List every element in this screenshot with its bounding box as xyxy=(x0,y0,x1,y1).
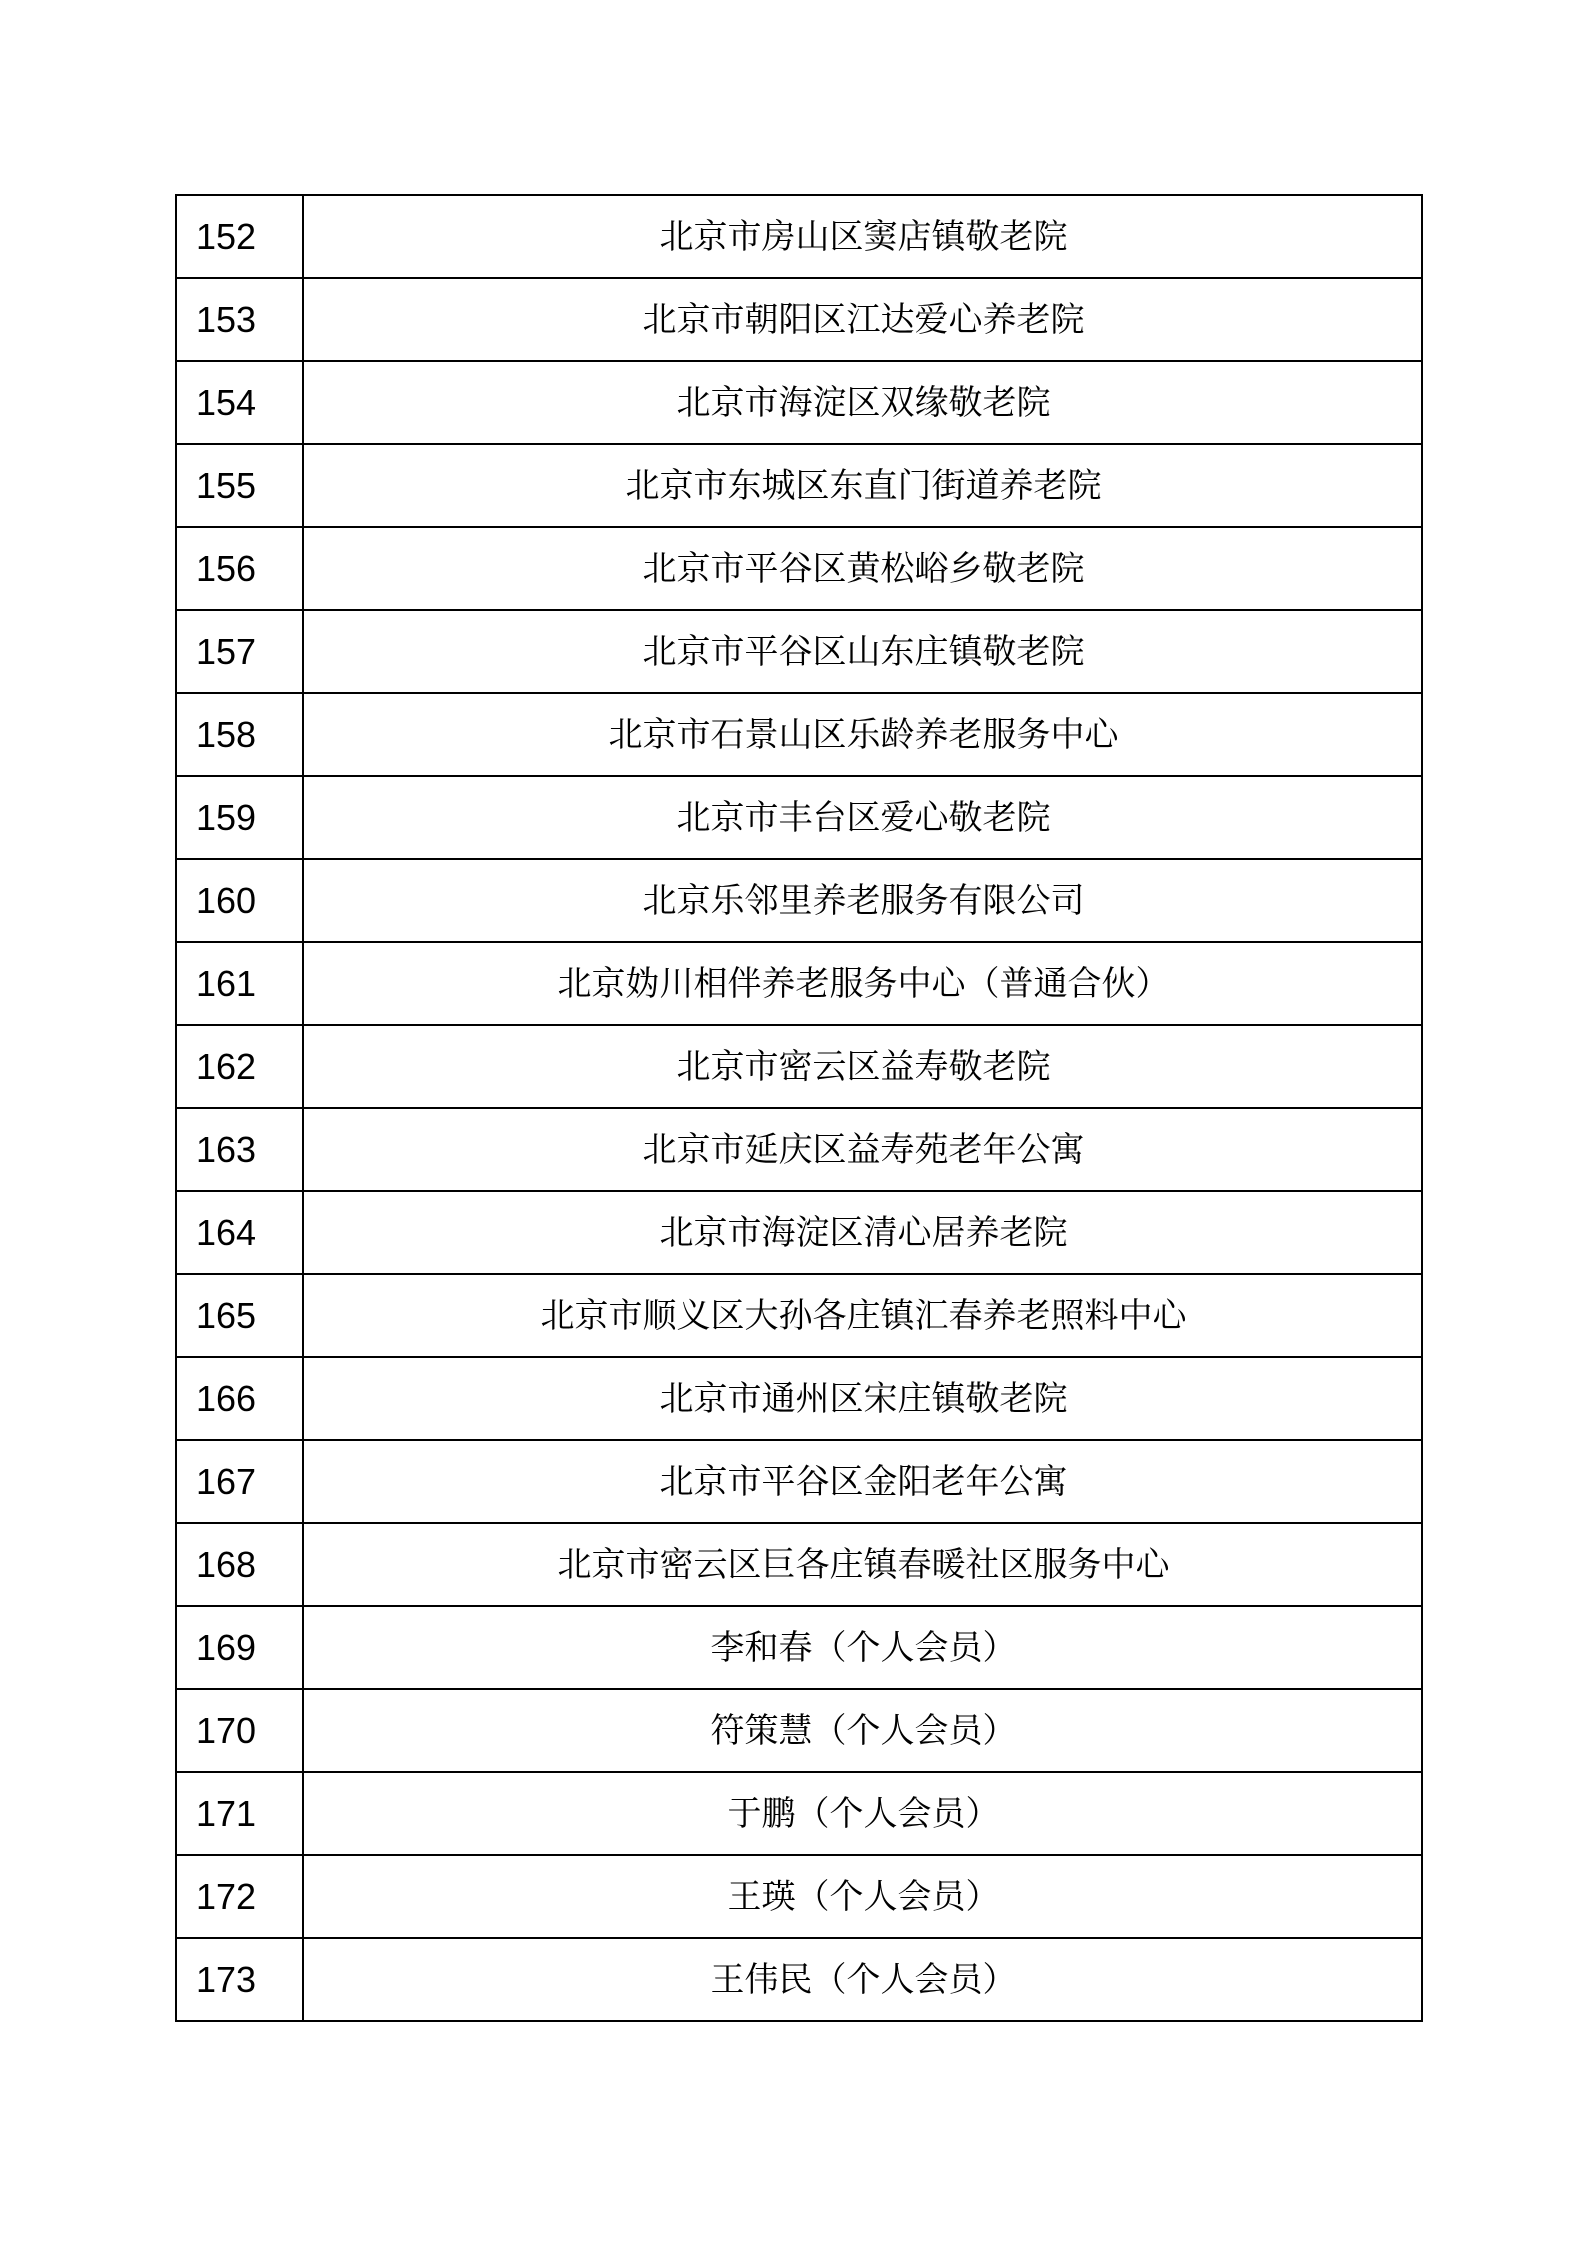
member-name-cell: 于鹏（个人会员） xyxy=(303,1772,1422,1855)
row-number-cell: 158 xyxy=(176,693,303,776)
table-row xyxy=(176,1440,1422,1523)
row-number-cell: 156 xyxy=(176,527,303,610)
row-number-cell: 167 xyxy=(176,1440,303,1523)
table-row xyxy=(176,1689,1422,1772)
member-name-cell: 北京市通州区宋庄镇敬老院 xyxy=(303,1357,1422,1440)
table-row xyxy=(176,361,1422,444)
member-name-cell: 北京市朝阳区江达爱心养老院 xyxy=(303,278,1422,361)
row-number-cell: 173 xyxy=(176,1938,303,2021)
row-number-cell: 170 xyxy=(176,1689,303,1772)
member-name-cell: 北京妫川相伴养老服务中心（普通合伙） xyxy=(303,942,1422,1025)
table-row xyxy=(176,1108,1422,1191)
member-name-cell: 北京市密云区巨各庄镇春暖社区服务中心 xyxy=(303,1523,1422,1606)
member-table xyxy=(175,194,1423,2022)
member-name-cell: 李和春（个人会员） xyxy=(303,1606,1422,1689)
member-name-cell: 北京市延庆区益寿苑老年公寓 xyxy=(303,1108,1422,1191)
row-number-cell: 163 xyxy=(176,1108,303,1191)
table-row xyxy=(176,859,1422,942)
row-number-cell: 155 xyxy=(176,444,303,527)
row-number-cell: 157 xyxy=(176,610,303,693)
row-number-cell: 164 xyxy=(176,1191,303,1274)
member-name-cell: 北京市密云区益寿敬老院 xyxy=(303,1025,1422,1108)
table-row xyxy=(176,1025,1422,1108)
table-row xyxy=(176,195,1422,278)
member-name-cell: 北京市房山区窦店镇敬老院 xyxy=(303,195,1422,278)
row-number-cell: 171 xyxy=(176,1772,303,1855)
row-number-cell: 166 xyxy=(176,1357,303,1440)
member-name-cell: 北京乐邻里养老服务有限公司 xyxy=(303,859,1422,942)
row-number-cell: 172 xyxy=(176,1855,303,1938)
member-name-cell: 王瑛（个人会员） xyxy=(303,1855,1422,1938)
member-name-cell: 符策慧（个人会员） xyxy=(303,1689,1422,1772)
table-row xyxy=(176,1606,1422,1689)
table-row xyxy=(176,1523,1422,1606)
row-number-cell: 154 xyxy=(176,361,303,444)
member-table-body xyxy=(176,195,1422,2021)
table-row xyxy=(176,776,1422,859)
table-row xyxy=(176,444,1422,527)
table-row xyxy=(176,1357,1422,1440)
member-name-cell: 北京市平谷区山东庄镇敬老院 xyxy=(303,610,1422,693)
member-name-cell: 北京市东城区东直门街道养老院 xyxy=(303,444,1422,527)
table-row xyxy=(176,278,1422,361)
member-name-cell: 北京市平谷区黄松峪乡敬老院 xyxy=(303,527,1422,610)
table-row xyxy=(176,1772,1422,1855)
member-name-cell: 王伟民（个人会员） xyxy=(303,1938,1422,2021)
row-number-cell: 153 xyxy=(176,278,303,361)
member-name-cell: 北京市丰台区爱心敬老院 xyxy=(303,776,1422,859)
member-name-cell: 北京市石景山区乐龄养老服务中心 xyxy=(303,693,1422,776)
row-number-cell: 152 xyxy=(176,195,303,278)
row-number-cell: 168 xyxy=(176,1523,303,1606)
member-name-cell: 北京市海淀区清心居养老院 xyxy=(303,1191,1422,1274)
member-name-cell: 北京市平谷区金阳老年公寓 xyxy=(303,1440,1422,1523)
table-row xyxy=(176,693,1422,776)
row-number-cell: 161 xyxy=(176,942,303,1025)
table-row xyxy=(176,1191,1422,1274)
row-number-cell: 165 xyxy=(176,1274,303,1357)
table-row xyxy=(176,1855,1422,1938)
row-number-cell: 169 xyxy=(176,1606,303,1689)
member-name-cell: 北京市顺义区大孙各庄镇汇春养老照料中心 xyxy=(303,1274,1422,1357)
row-number-cell: 160 xyxy=(176,859,303,942)
table-row xyxy=(176,1274,1422,1357)
member-name-cell: 北京市海淀区双缘敬老院 xyxy=(303,361,1422,444)
row-number-cell: 159 xyxy=(176,776,303,859)
table-row xyxy=(176,610,1422,693)
row-number-cell: 162 xyxy=(176,1025,303,1108)
table-row xyxy=(176,942,1422,1025)
table-row xyxy=(176,527,1422,610)
table-row xyxy=(176,1938,1422,2021)
